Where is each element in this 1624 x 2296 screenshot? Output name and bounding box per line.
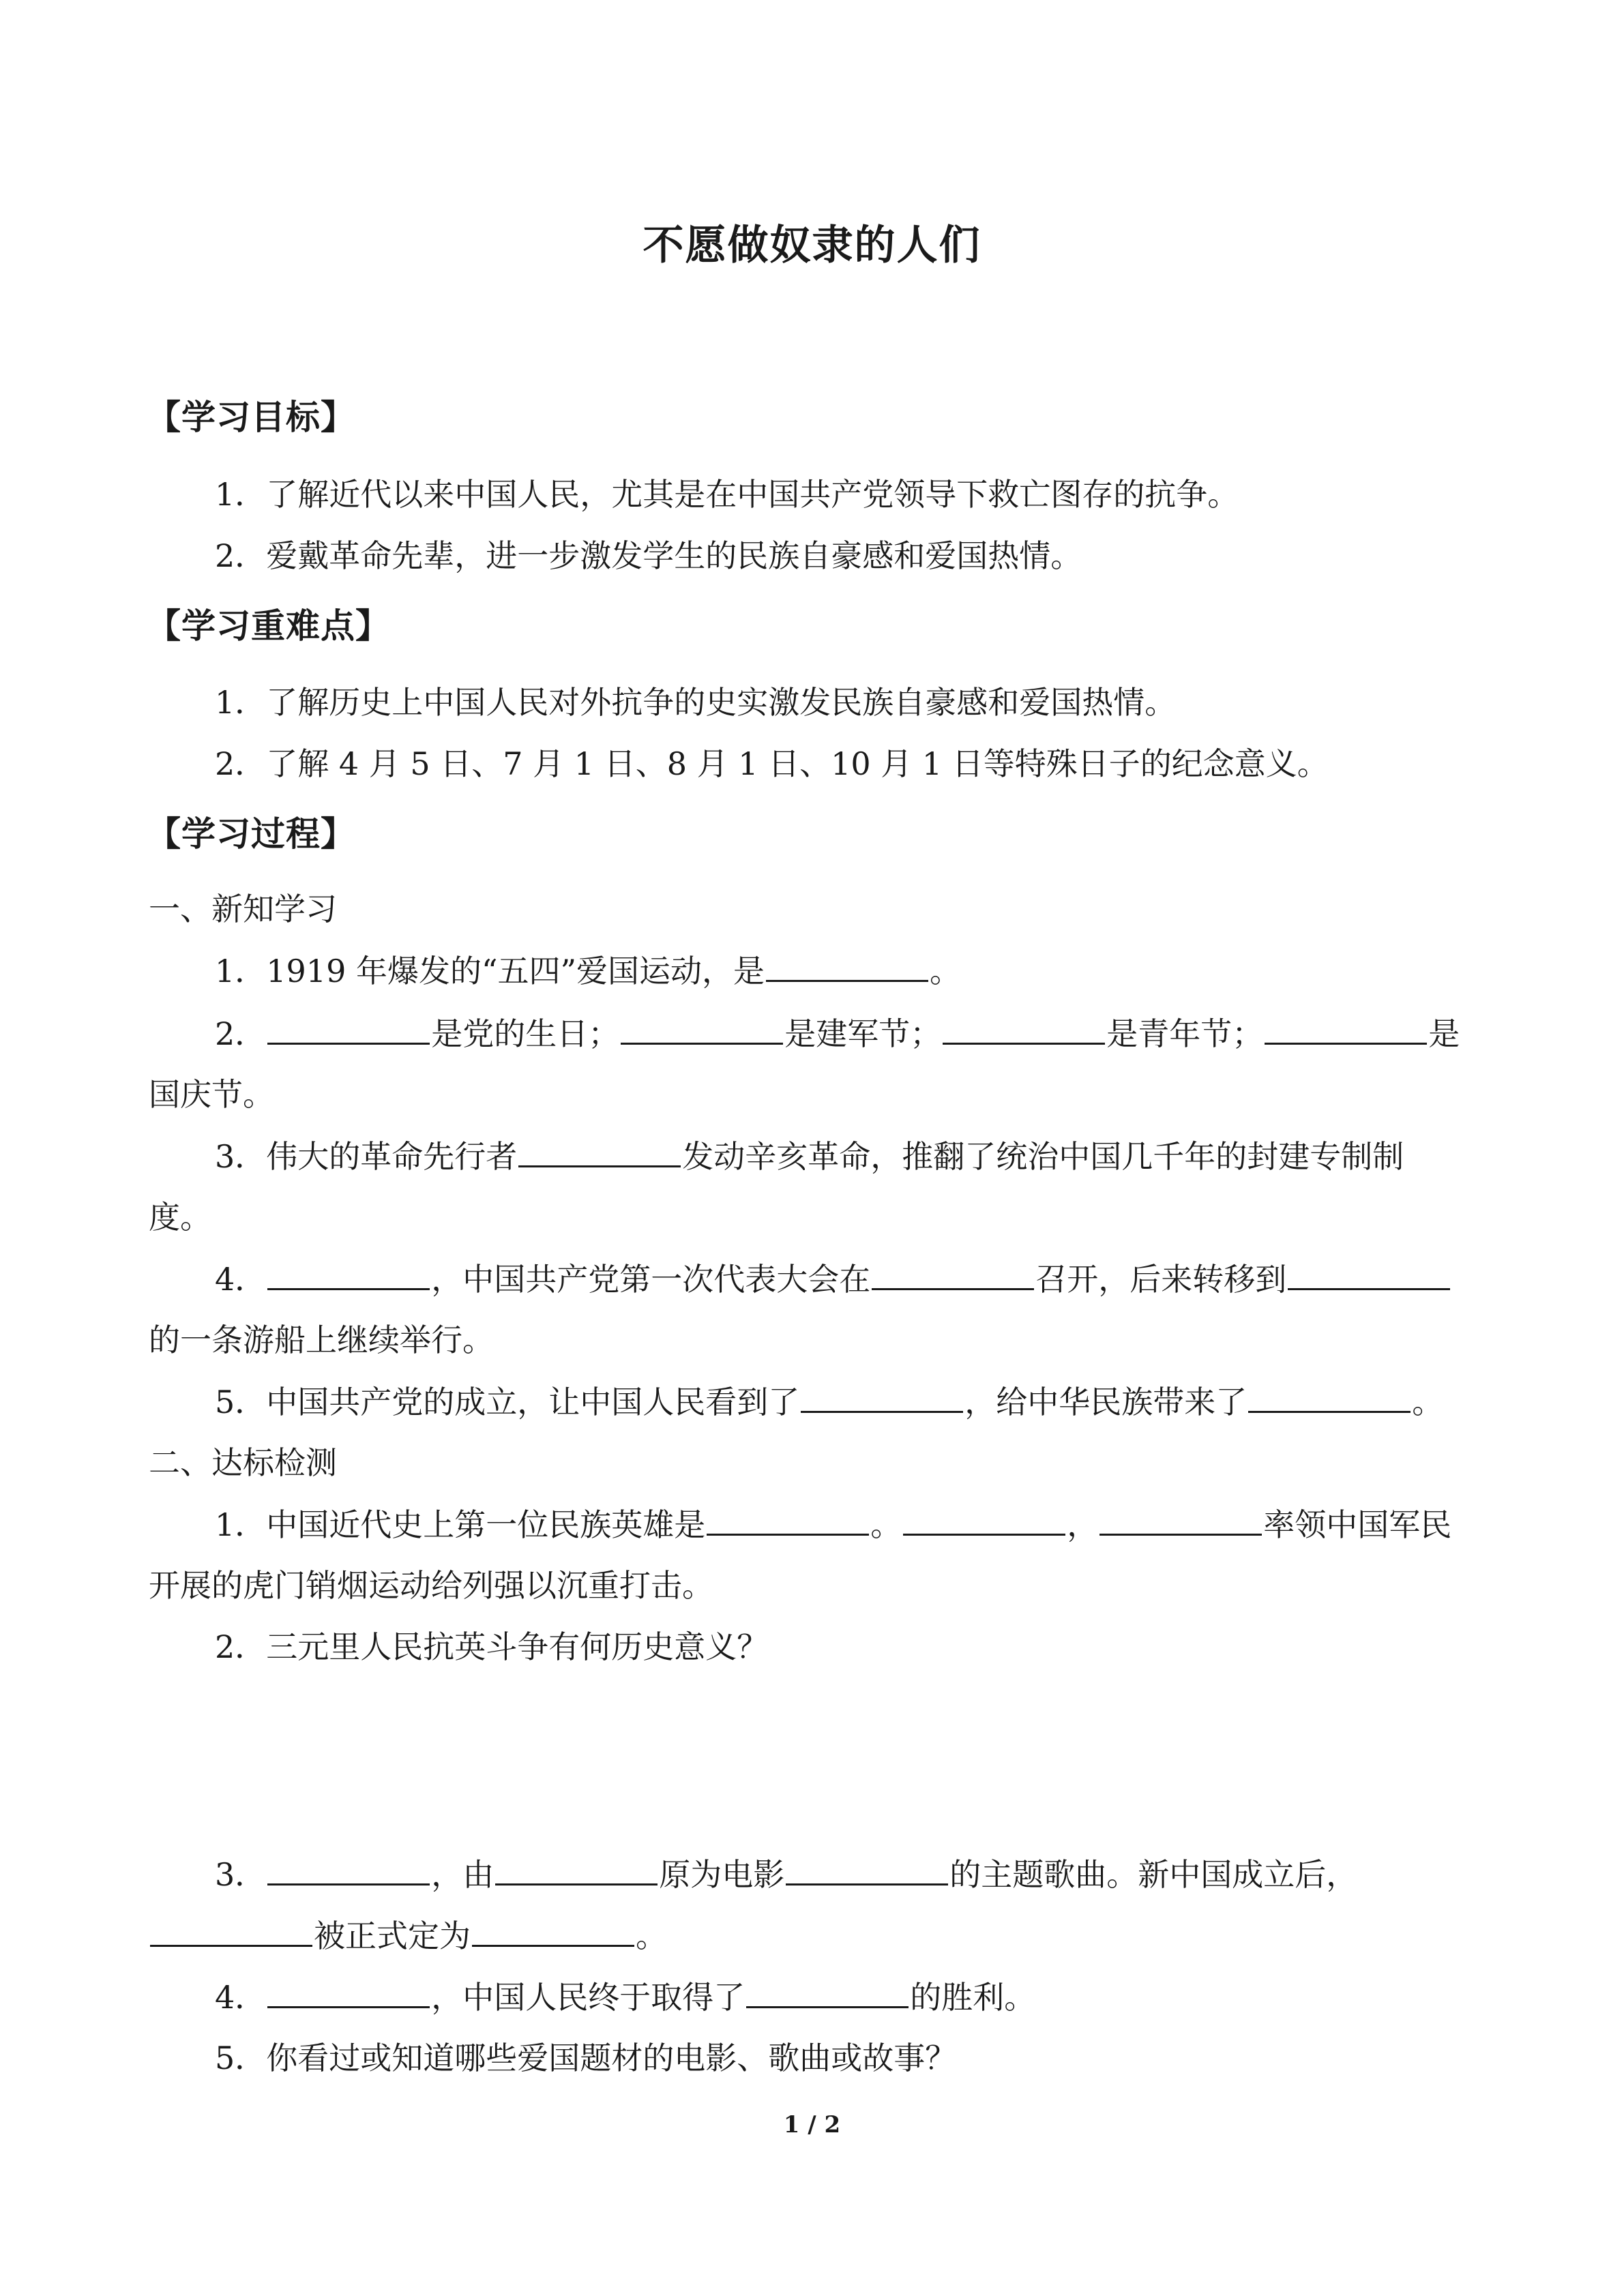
key-point-item-2: 2．了解 4 月 5 日、7 月 1 日、8 月 1 日、10 月 1 日等特殊日子的纪念意义。 bbox=[215, 745, 1329, 782]
part2-question-5: 5．你看过或知道哪些爱国题材的电影、歌曲或故事？ bbox=[215, 2040, 957, 2076]
answer-blank[interactable] bbox=[267, 1976, 430, 2008]
goal-item-1: 1．了解近代以来中国人民，尤其是在中国共产党领导下救亡图存的抗争。 bbox=[215, 476, 1239, 513]
answer-blank[interactable] bbox=[150, 1915, 312, 1947]
answer-blank[interactable] bbox=[1248, 1381, 1411, 1413]
answer-blank[interactable] bbox=[746, 1976, 909, 2008]
part2-question-3-cont: 被正式定为 。 bbox=[149, 1915, 667, 1956]
part1-question-2: 2． 是党的生日； 是建军节； 是青年节； 是 bbox=[215, 1013, 1460, 1054]
answer-blank[interactable] bbox=[903, 1504, 1065, 1536]
part1-question-1: 1．1919 年爆发的“五四”爱国运动，是 。 bbox=[215, 950, 961, 992]
part2-question-1: 1．中国近代史上第一位民族英雄是 。 ， 率领中国军民 bbox=[215, 1504, 1451, 1545]
key-point-item-1: 1．了解历史上中国人民对外抗争的史实激发民族自豪感和爱国热情。 bbox=[215, 684, 1177, 721]
answer-blank[interactable] bbox=[518, 1135, 681, 1167]
answer-blank[interactable] bbox=[495, 1853, 658, 1885]
part1-question-2-cont: 国庆节。 bbox=[149, 1076, 274, 1113]
answer-blank[interactable] bbox=[1288, 1258, 1450, 1290]
answer-blank[interactable] bbox=[267, 1258, 430, 1290]
section-heading-process: 【学习过程】 bbox=[147, 814, 355, 854]
part2-question-3: 3． ，由 原为电影 的主题歌曲。新中国成立后， bbox=[215, 1853, 1357, 1895]
answer-blank[interactable] bbox=[707, 1504, 869, 1536]
part1-heading: 一、新知学习 bbox=[149, 891, 337, 927]
part1-question-4: 4． ，中国共产党第一次代表大会在 召开，后来转移到 bbox=[215, 1258, 1451, 1300]
part2-question-2: 2．三元里人民抗英斗争有何历史意义？ bbox=[215, 1628, 769, 1665]
answer-blank[interactable] bbox=[1265, 1013, 1427, 1045]
part1-question-5: 5．中国共产党的成立，让中国人民看到了 ，给中华民族带来了 。 bbox=[215, 1381, 1443, 1422]
answer-blank[interactable] bbox=[1099, 1504, 1262, 1536]
section-heading-goals: 【学习目标】 bbox=[147, 397, 355, 437]
answer-blank[interactable] bbox=[801, 1381, 963, 1413]
part1-question-3: 3．伟大的革命先行者 发动辛亥革命，推翻了统治中国几千年的封建专制制 bbox=[215, 1135, 1404, 1177]
part2-heading: 二、达标检测 bbox=[149, 1444, 337, 1481]
part2-question-4: 4． ，中国人民终于取得了 的胜利。 bbox=[215, 1976, 1035, 2018]
part1-question-3-cont: 度。 bbox=[149, 1199, 211, 1236]
answer-blank[interactable] bbox=[943, 1013, 1105, 1045]
answer-blank[interactable] bbox=[472, 1915, 634, 1947]
section-heading-key-points: 【学习重难点】 bbox=[147, 606, 390, 646]
part2-question-1-cont: 开展的虎门销烟运动给列强以沉重打击。 bbox=[149, 1567, 713, 1604]
goal-item-2: 2．爱戴革命先辈，进一步激发学生的民族自豪感和爱国热情。 bbox=[215, 537, 1082, 574]
page-number: 1 / 2 bbox=[783, 2111, 841, 2138]
answer-blank[interactable] bbox=[267, 1853, 430, 1885]
part1-question-4-cont: 的一条游船上继续举行。 bbox=[149, 1322, 494, 1358]
page-title: 不愿做奴隶的人们 bbox=[643, 222, 981, 269]
answer-blank[interactable] bbox=[267, 1013, 430, 1045]
answer-blank[interactable] bbox=[621, 1013, 783, 1045]
answer-blank[interactable] bbox=[872, 1258, 1034, 1290]
answer-blank[interactable] bbox=[766, 950, 928, 982]
answer-blank[interactable] bbox=[786, 1853, 948, 1885]
